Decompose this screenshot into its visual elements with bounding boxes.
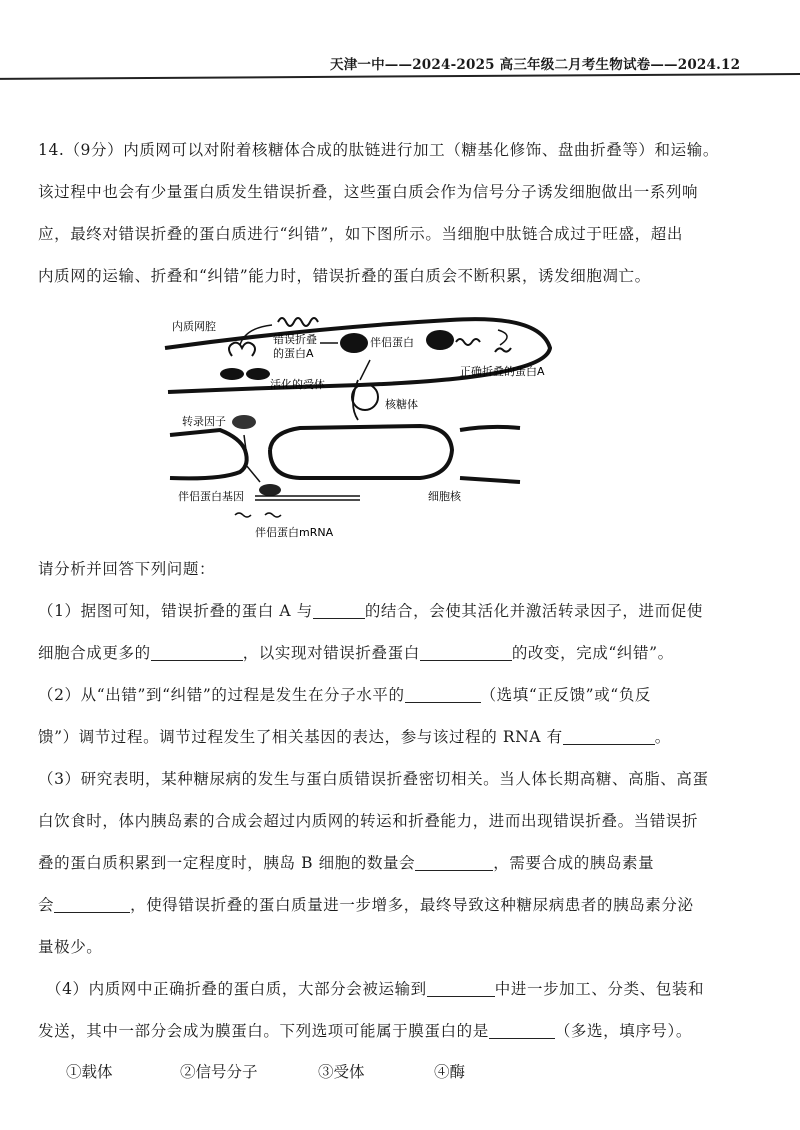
label-ribosome: 核糖体 [385, 398, 418, 411]
q3-line-5: 量极少。 [38, 938, 103, 956]
answer-blank-q1-a[interactable] [313, 603, 365, 620]
answer-blank-q4-b[interactable] [489, 1023, 555, 1040]
mrna-squiggle [235, 513, 281, 517]
label-misfolded: 错误折叠 [273, 333, 317, 346]
er-misfolding-diagram [160, 300, 560, 545]
option-4: ④酶 [434, 1063, 466, 1081]
answer-blank-q2-a[interactable] [405, 687, 481, 704]
header-rule [0, 73, 800, 80]
chaperone-blob-2 [426, 330, 454, 350]
label-correct-protein: 正确折叠的蛋白A [460, 365, 545, 378]
chaperone-blob-1 [340, 333, 368, 353]
receptor-shape [220, 368, 244, 380]
nuclear-envelope-outer [170, 430, 247, 478]
question-intro-line-3: 应，最终对错误折叠的蛋白质进行“纠错”，如下图所示。当细胞中肽链合成过于旺盛，超出 [38, 225, 683, 243]
answer-blank-q2-b[interactable] [563, 729, 655, 746]
prompt-text: 请分析并回答下列问题： [38, 560, 216, 578]
label-nucleus: 细胞核 [428, 490, 461, 503]
misfolded-protein-squiggle [278, 318, 318, 326]
question-intro-line-1 [38, 138, 719, 160]
label-transcription-factor: 转录因子 [182, 415, 226, 428]
answer-blank-q3-a[interactable] [415, 855, 493, 872]
option-2: ②信号分子 [180, 1063, 258, 1081]
intro-text-1: 内质网可以对附着核糖体合成的肽链进行加工（糖基化修饰、盘曲折叠等）和运输。 [123, 141, 719, 159]
label-misfolded-2: 的蛋白A [273, 347, 314, 360]
q1-line-2: 细胞合成更多的 ，以实现对错误折叠蛋白 的改变，完成“纠错”。 [38, 644, 674, 662]
label-er-lumen: 内质网腔 [172, 320, 216, 333]
label-chaperone: 伴侣蛋白 [370, 336, 414, 349]
answer-blank-q4-a[interactable] [427, 981, 495, 998]
question-number: 14. [38, 141, 65, 159]
answer-blank-q1-b[interactable] [151, 645, 243, 662]
label-receptor: 活化的受体 [270, 378, 325, 391]
page-header: 天津一中——2024-2025 高三年级二月考生物试卷——2024.12 [330, 57, 741, 73]
q4-line-2: 发送，其中一部分会成为膜蛋白。下列选项可能属于膜蛋白的是 （多选，填序号）。 [38, 1022, 692, 1040]
q2-line-1: （2）从“出错”到“纠错”的过程是发生在分子水平的 （选填“正反馈”或“负反 [38, 686, 652, 704]
option-3: ③受体 [318, 1063, 365, 1081]
question-intro-line-2: 该过程中也会有少量蛋白质发生错误折叠，这些蛋白质会作为信号分子诱发细胞做出一系列响 [38, 183, 699, 201]
answer-blank-q3-b[interactable] [54, 897, 130, 914]
q4-line-1: （4）内质网中正确折叠的蛋白质，大部分会被运输到 中进一步加工、分类、包装和 [46, 980, 705, 998]
q1-line-1: （1）据图可知，错误折叠的蛋白 A 与 的结合，会使其活化并激活转录因子，进而促使 [38, 602, 703, 620]
receptor-shape-2 [246, 368, 270, 380]
q3-line-1: （3）研究表明，某种糖尿病的发生与蛋白质错误折叠密切相关。当人体长期高糖、高脂、高蛋 [38, 770, 709, 788]
nuclear-envelope-inner [270, 426, 452, 478]
transcription-factor [232, 415, 256, 429]
q3-line-2: 白饮食时，体内胰岛素的合成会超过内质网的转运和折叠能力，进而出现错误折叠。当错误折 [38, 812, 699, 830]
q3-line-4: 会 ，使得错误折叠的蛋白质量进一步增多，最终导致这种糖尿病患者的胰岛素分泌 [38, 896, 694, 914]
q3-line-3: 叠的蛋白质积累到一定程度时，胰岛 B 细胞的数量会 ，需要合成的胰岛素量 [38, 854, 655, 872]
answer-blank-q1-c[interactable] [420, 645, 512, 662]
q2-line-2: 馈”）调节过程。调节过程发生了相关基因的表达，参与该过程的 RNA 有 。 [38, 728, 671, 746]
question-score: （9分） [64, 141, 124, 159]
gene-polymerase [259, 484, 281, 496]
label-mrna: 伴侣蛋白mRNA [255, 526, 334, 539]
label-gene: 伴侣蛋白基因 [178, 490, 244, 503]
question-intro-line-4: 内质网的运输、折叠和“纠错”能力时，错误折叠的蛋白质会不断积累，诱发细胞凋亡。 [38, 267, 651, 285]
option-1: ①载体 [66, 1063, 113, 1081]
